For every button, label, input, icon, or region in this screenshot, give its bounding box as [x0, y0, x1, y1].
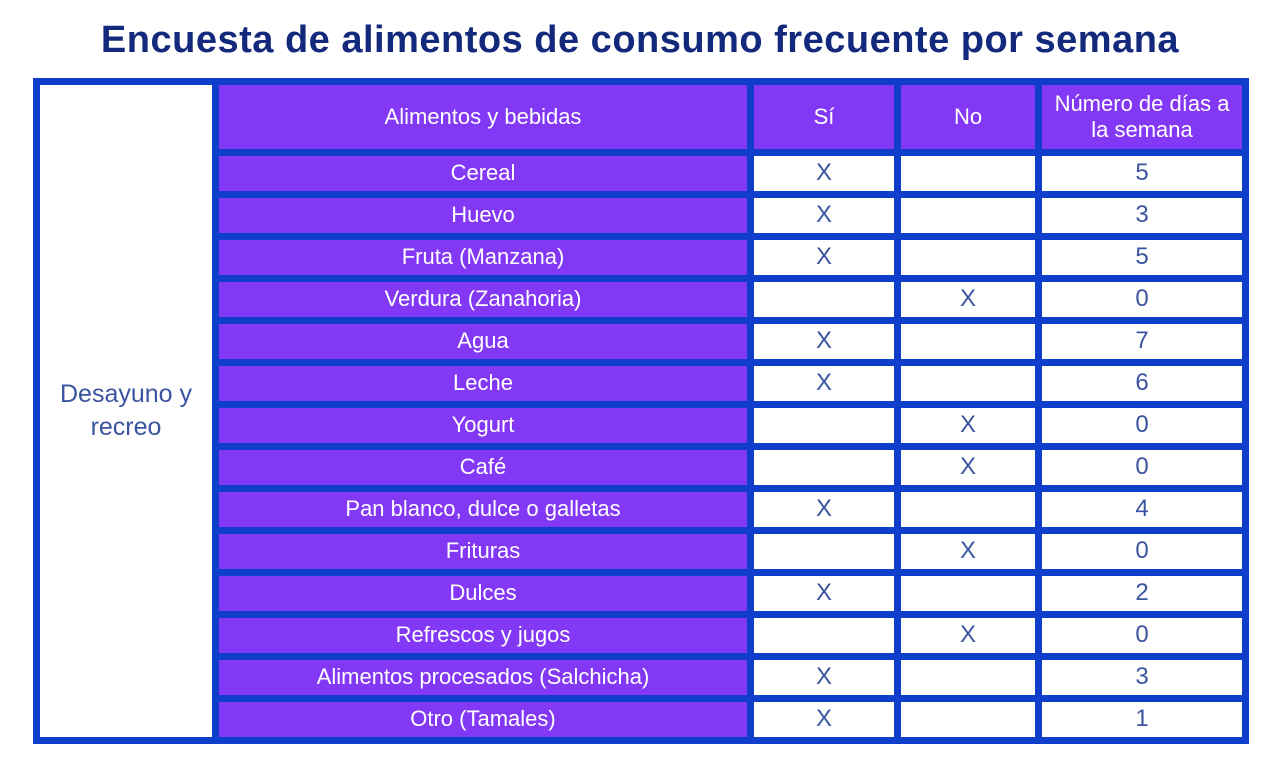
food-cell: Refrescos y jugos — [219, 618, 747, 653]
yes-mark-cell: X — [754, 702, 894, 737]
food-cell: Frituras — [219, 534, 747, 569]
food-cell: Huevo — [219, 198, 747, 233]
days-cell: 0 — [1042, 450, 1242, 485]
no-mark-cell: X — [901, 534, 1035, 569]
days-cell: 3 — [1042, 660, 1242, 695]
yes-mark-cell — [754, 450, 894, 485]
column-header-days: Número de días a la semana — [1042, 85, 1242, 149]
food-cell: Dulces — [219, 576, 747, 611]
no-mark-cell: X — [901, 408, 1035, 443]
days-cell: 5 — [1042, 156, 1242, 191]
days-cell: 7 — [1042, 324, 1242, 359]
no-mark-cell — [901, 198, 1035, 233]
days-cell: 0 — [1042, 282, 1242, 317]
food-cell: Cereal — [219, 156, 747, 191]
days-cell: 4 — [1042, 492, 1242, 527]
column-header-yes: Sí — [754, 85, 894, 149]
days-cell: 0 — [1042, 618, 1242, 653]
no-mark-cell — [901, 660, 1035, 695]
days-cell: 3 — [1042, 198, 1242, 233]
yes-mark-cell: X — [754, 660, 894, 695]
no-mark-cell: X — [901, 618, 1035, 653]
days-cell: 1 — [1042, 702, 1242, 737]
days-cell: 6 — [1042, 366, 1242, 401]
no-mark-cell — [901, 240, 1035, 275]
days-cell: 5 — [1042, 240, 1242, 275]
yes-mark-cell — [754, 534, 894, 569]
no-mark-cell — [901, 366, 1035, 401]
food-cell: Otro (Tamales) — [219, 702, 747, 737]
page-title: Encuesta de alimentos de consumo frecuente por semana — [100, 19, 1180, 61]
days-cell: 2 — [1042, 576, 1242, 611]
yes-mark-cell: X — [754, 492, 894, 527]
yes-mark-cell — [754, 408, 894, 443]
food-cell: Leche — [219, 366, 747, 401]
days-cell: 0 — [1042, 408, 1242, 443]
no-mark-cell — [901, 702, 1035, 737]
food-cell: Pan blanco, dulce o galletas — [219, 492, 747, 527]
column-header-food: Alimentos y bebidas — [219, 85, 747, 149]
yes-mark-cell: X — [754, 198, 894, 233]
row-group-label: Desayuno y recreo — [40, 85, 212, 737]
no-mark-cell — [901, 156, 1035, 191]
food-cell: Alimentos procesados (Salchicha) — [219, 660, 747, 695]
no-mark-cell: X — [901, 450, 1035, 485]
food-cell: Fruta (Manzana) — [219, 240, 747, 275]
food-cell: Café — [219, 450, 747, 485]
no-mark-cell: X — [901, 282, 1035, 317]
survey-table — [33, 78, 1249, 744]
yes-mark-cell: X — [754, 576, 894, 611]
yes-mark-cell — [754, 282, 894, 317]
no-mark-cell — [901, 324, 1035, 359]
column-header-no: No — [901, 85, 1035, 149]
no-mark-cell — [901, 576, 1035, 611]
yes-mark-cell — [754, 618, 894, 653]
food-cell: Yogurt — [219, 408, 747, 443]
yes-mark-cell: X — [754, 156, 894, 191]
yes-mark-cell: X — [754, 366, 894, 401]
no-mark-cell — [901, 492, 1035, 527]
days-cell: 0 — [1042, 534, 1242, 569]
yes-mark-cell: X — [754, 324, 894, 359]
yes-mark-cell: X — [754, 240, 894, 275]
food-cell: Agua — [219, 324, 747, 359]
food-cell: Verdura (Zanahoria) — [219, 282, 747, 317]
